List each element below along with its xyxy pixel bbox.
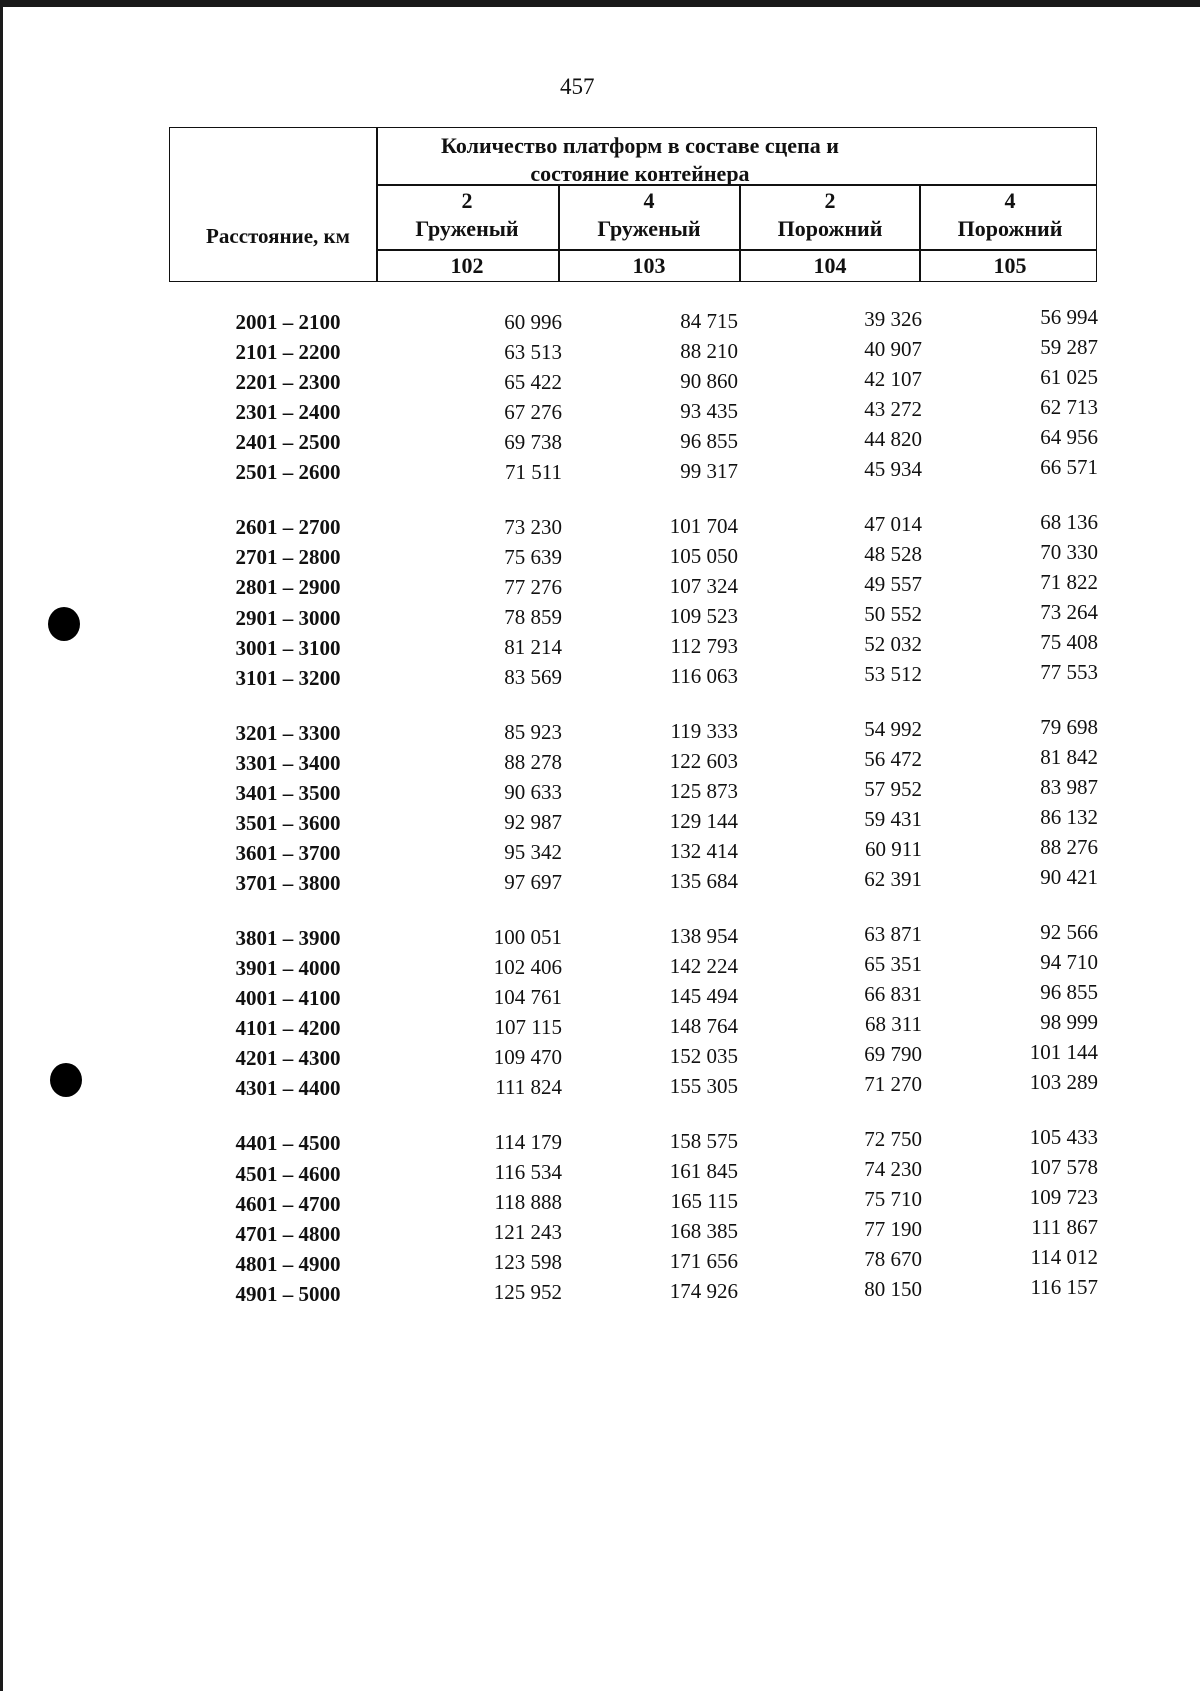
tariff-value-cell: 47 014 — [864, 512, 922, 536]
tariff-value-cell: 56 472 — [864, 747, 922, 771]
tariff-value-cell: 158 575 — [669, 1129, 738, 1153]
tariff-value-cell: 92 987 — [504, 810, 562, 834]
tariff-value-cell: 96 855 — [1040, 980, 1098, 1004]
distance-range-cell: 4701 – 4800 — [235, 1222, 341, 1246]
tariff-value-cell: 90 421 — [1040, 865, 1098, 889]
distance-range-cell: 4801 – 4900 — [235, 1252, 341, 1276]
tariff-value-cell: 84 715 — [680, 309, 738, 333]
distance-range-cell: 4501 – 4600 — [235, 1162, 341, 1186]
tariff-value-cell: 122 603 — [669, 749, 738, 773]
tariff-value-cell: 107 324 — [669, 574, 738, 598]
tariff-value-cell: 66 831 — [864, 982, 922, 1006]
tariff-value-cell: 59 431 — [864, 807, 922, 831]
tariff-value-cell: 83 987 — [1040, 775, 1098, 799]
distance-range-cell: 3401 – 3500 — [235, 781, 341, 805]
tariff-value-cell: 48 528 — [864, 542, 922, 566]
tariff-value-cell: 97 697 — [504, 870, 562, 894]
tariff-value-cell: 52 032 — [864, 632, 922, 656]
tariff-value-cell: 105 050 — [669, 544, 738, 568]
distance-column-header: Расстояние, км — [206, 224, 350, 248]
column-platform-count: 4 — [1004, 188, 1016, 213]
tariff-value-cell: 49 557 — [864, 572, 922, 596]
tariff-value-cell: 63 513 — [504, 340, 562, 364]
tariff-value-cell: 50 552 — [864, 602, 922, 626]
distance-range-cell: 4201 – 4300 — [235, 1046, 341, 1070]
column-platform-count: 2 — [824, 188, 836, 213]
tariff-value-cell: 138 954 — [669, 924, 738, 948]
tariff-value-cell: 85 923 — [504, 720, 562, 744]
tariff-value-cell: 165 115 — [670, 1189, 738, 1213]
tariff-value-cell: 57 952 — [864, 777, 922, 801]
tariff-value-cell: 88 210 — [680, 339, 738, 363]
distance-range-cell: 2801 – 2900 — [235, 575, 341, 599]
tariff-value-cell: 75 710 — [864, 1187, 922, 1211]
tariff-value-cell: 109 523 — [669, 604, 738, 628]
tariff-value-cell: 88 276 — [1040, 835, 1098, 859]
tariff-value-cell: 81 842 — [1040, 745, 1098, 769]
tariff-value-cell: 60 911 — [865, 837, 922, 861]
tariff-value-cell: 174 926 — [669, 1279, 738, 1303]
column-container-state: Груженый — [415, 216, 519, 241]
tariff-value-cell: 125 873 — [669, 779, 738, 803]
tariff-value-cell: 145 494 — [669, 984, 738, 1008]
tariff-value-cell: 109 470 — [493, 1045, 562, 1069]
column-code: 102 — [450, 253, 484, 278]
tariff-value-cell: 90 860 — [680, 369, 738, 393]
distance-range-cell: 4401 – 4500 — [235, 1131, 341, 1155]
tariff-value-cell: 116 534 — [494, 1160, 562, 1184]
distance-range-cell: 2601 – 2700 — [235, 515, 341, 539]
tariff-value-cell: 93 435 — [680, 399, 738, 423]
tariff-value-cell: 56 994 — [1040, 305, 1098, 329]
tariff-value-cell: 44 820 — [864, 427, 922, 451]
tariff-value-cell: 96 855 — [680, 429, 738, 453]
tariff-value-cell: 78 670 — [864, 1247, 922, 1271]
tariff-value-cell: 75 408 — [1040, 630, 1098, 654]
tariff-value-cell: 101 704 — [669, 514, 738, 538]
tariff-value-cell: 61 025 — [1040, 365, 1098, 389]
tariff-value-cell: 73 264 — [1040, 600, 1098, 624]
tariff-value-cell: 121 243 — [493, 1220, 562, 1244]
tariff-value-cell: 103 289 — [1029, 1070, 1098, 1094]
distance-range-cell: 3501 – 3600 — [235, 811, 341, 835]
distance-range-cell: 4001 – 4100 — [235, 986, 341, 1010]
tariff-value-cell: 74 230 — [864, 1157, 922, 1181]
tariff-value-cell: 132 414 — [669, 839, 738, 863]
distance-range-cell: 3901 – 4000 — [235, 956, 341, 980]
tariff-value-cell: 107 578 — [1029, 1155, 1098, 1179]
distance-range-cell: 2201 – 2300 — [235, 370, 341, 394]
tariff-value-cell: 43 272 — [864, 397, 922, 421]
distance-range-cell: 3201 – 3300 — [235, 721, 341, 745]
distance-range-cell: 3101 – 3200 — [235, 666, 341, 690]
distance-range-cell: 3701 – 3800 — [235, 871, 341, 895]
column-code: 105 — [993, 253, 1027, 278]
distance-range-cell: 4101 – 4200 — [235, 1016, 341, 1040]
header-title-line2: состояние контейнера — [530, 161, 750, 186]
tariff-value-cell: 72 750 — [864, 1127, 922, 1151]
tariff-value-cell: 114 179 — [494, 1130, 562, 1154]
tariff-value-cell: 114 012 — [1030, 1245, 1098, 1269]
distance-range-cell: 3801 – 3900 — [235, 926, 341, 950]
tariff-value-cell: 109 723 — [1029, 1185, 1098, 1209]
tariff-value-cell: 62 391 — [864, 867, 922, 891]
tariff-value-cell: 152 035 — [669, 1044, 738, 1068]
tariff-value-cell: 62 713 — [1040, 395, 1098, 419]
tariff-value-cell: 107 115 — [494, 1015, 562, 1039]
distance-range-cell: 4601 – 4700 — [235, 1192, 341, 1216]
tariff-value-cell: 39 326 — [864, 307, 922, 331]
tariff-value-cell: 71 511 — [505, 460, 562, 484]
tariff-value-cell: 98 999 — [1040, 1010, 1098, 1034]
tariff-value-cell: 155 305 — [669, 1074, 738, 1098]
tariff-value-cell: 105 433 — [1029, 1125, 1098, 1149]
tariff-value-cell: 111 867 — [1031, 1215, 1098, 1239]
tariff-value-cell: 102 406 — [493, 955, 562, 979]
tariff-value-cell: 100 051 — [493, 925, 562, 949]
tariff-value-cell: 65 422 — [504, 370, 562, 394]
tariff-value-cell: 116 157 — [1030, 1275, 1098, 1299]
tariff-value-cell: 70 330 — [1040, 540, 1098, 564]
page-number: 457 — [560, 74, 595, 99]
tariff-value-cell: 77 553 — [1040, 660, 1098, 684]
tariff-value-cell: 116 063 — [670, 664, 738, 688]
tariff-value-cell: 99 317 — [680, 459, 738, 483]
tariff-value-cell: 148 764 — [669, 1014, 738, 1038]
tariff-value-cell: 95 342 — [504, 840, 562, 864]
tariff-value-cell: 123 598 — [493, 1250, 562, 1274]
tariff-value-cell: 118 888 — [494, 1190, 562, 1214]
tariff-value-cell: 77 276 — [504, 575, 562, 599]
tariff-value-cell: 125 952 — [493, 1280, 562, 1304]
tariff-value-cell: 77 190 — [864, 1217, 922, 1241]
tariff-value-cell: 69 738 — [504, 430, 562, 454]
distance-range-cell: 4901 – 5000 — [235, 1282, 341, 1306]
distance-range-cell: 2301 – 2400 — [235, 400, 341, 424]
tariff-value-cell: 59 287 — [1040, 335, 1098, 359]
tariff-value-cell: 68 136 — [1040, 510, 1098, 534]
column-container-state: Порожний — [957, 216, 1063, 241]
column-container-state: Груженый — [597, 216, 701, 241]
tariff-value-cell: 63 871 — [864, 922, 922, 946]
tariff-value-cell: 94 710 — [1040, 950, 1098, 974]
tariff-value-cell: 66 571 — [1040, 455, 1098, 479]
tariff-value-cell: 79 698 — [1040, 715, 1098, 739]
tariff-value-cell: 65 351 — [864, 952, 922, 976]
tariff-value-cell: 80 150 — [864, 1277, 922, 1301]
tariff-value-cell: 60 996 — [504, 310, 562, 334]
distance-range-cell: 4301 – 4400 — [235, 1076, 341, 1100]
column-platform-count: 2 — [461, 188, 473, 213]
column-container-state: Порожний — [777, 216, 883, 241]
tariff-value-cell: 101 144 — [1029, 1040, 1098, 1064]
tariff-value-cell: 81 214 — [504, 635, 562, 659]
distance-range-cell: 2401 – 2500 — [235, 430, 341, 454]
distance-range-cell: 2901 – 3000 — [235, 606, 341, 630]
tariff-value-cell: 86 132 — [1040, 805, 1098, 829]
header-title-line1: Количество платформ в составе сцепа и — [441, 133, 839, 158]
column-platform-count: 4 — [643, 188, 655, 213]
distance-range-cell: 2001 – 2100 — [235, 310, 341, 334]
tariff-value-cell: 68 311 — [865, 1012, 922, 1036]
distance-range-cell: 3301 – 3400 — [235, 751, 341, 775]
distance-range-cell: 2501 – 2600 — [235, 460, 341, 484]
column-code: 104 — [813, 253, 847, 278]
tariff-value-cell: 119 333 — [670, 719, 738, 743]
tariff-value-cell: 168 385 — [669, 1219, 738, 1243]
tariff-value-cell: 54 992 — [864, 717, 922, 741]
tariff-value-cell: 142 224 — [669, 954, 738, 978]
tariff-value-cell: 104 761 — [493, 985, 562, 1009]
tariff-value-cell: 135 684 — [669, 869, 738, 893]
tariff-value-cell: 71 822 — [1040, 570, 1098, 594]
tariff-value-cell: 171 656 — [669, 1249, 738, 1273]
tariff-value-cell: 69 790 — [864, 1042, 922, 1066]
tariff-value-cell: 92 566 — [1040, 920, 1098, 944]
tariff-value-cell: 40 907 — [864, 337, 922, 361]
tariff-value-cell: 78 859 — [504, 605, 562, 629]
tariff-value-cell: 75 639 — [504, 545, 562, 569]
tariff-value-cell: 64 956 — [1040, 425, 1098, 449]
tariff-value-cell: 71 270 — [864, 1072, 922, 1096]
tariff-value-cell: 42 107 — [864, 367, 922, 391]
tariff-value-cell: 67 276 — [504, 400, 562, 424]
tariff-value-cell: 73 230 — [504, 515, 562, 539]
tariff-value-cell: 129 144 — [669, 809, 738, 833]
distance-range-cell: 3601 – 3700 — [235, 841, 341, 865]
distance-range-cell: 2701 – 2800 — [235, 545, 341, 569]
column-code: 103 — [632, 253, 666, 278]
tariff-value-cell: 161 845 — [669, 1159, 738, 1183]
tariff-value-cell: 112 793 — [670, 634, 738, 658]
distance-range-cell: 2101 – 2200 — [235, 340, 341, 364]
tariff-value-cell: 90 633 — [504, 780, 562, 804]
tariff-value-cell: 83 569 — [504, 665, 562, 689]
distance-range-cell: 3001 – 3100 — [235, 636, 341, 660]
tariff-value-cell: 88 278 — [504, 750, 562, 774]
tariff-value-cell: 111 824 — [495, 1075, 562, 1099]
tariff-value-cell: 45 934 — [864, 457, 922, 481]
tariff-value-cell: 53 512 — [864, 662, 922, 686]
